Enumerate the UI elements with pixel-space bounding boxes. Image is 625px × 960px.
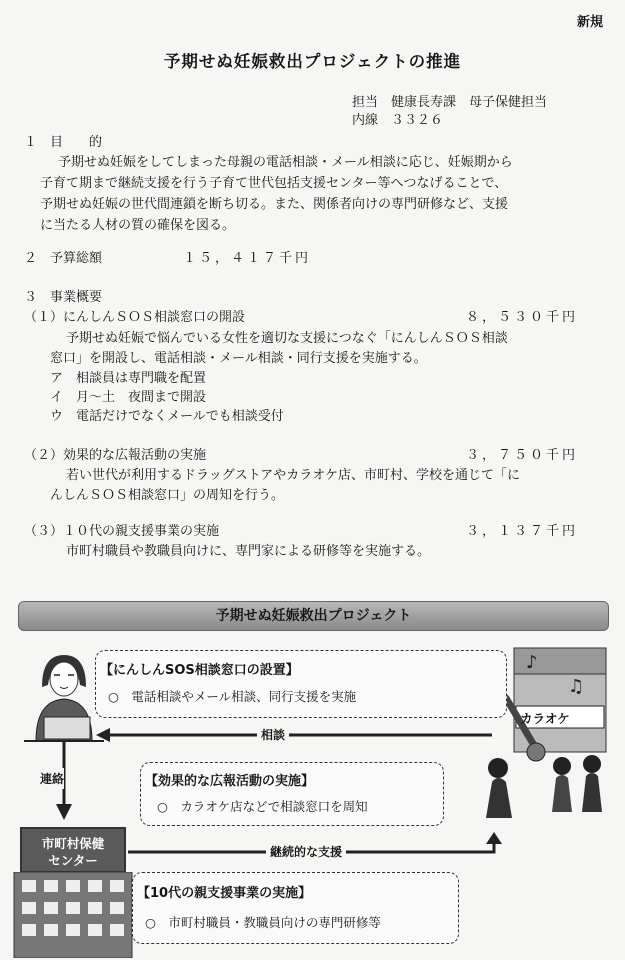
building-icon bbox=[12, 872, 136, 958]
section-purpose-heading: １ 目 的 bbox=[24, 135, 103, 150]
item1-point: イ 月～土 夜間まで開設 bbox=[50, 390, 207, 405]
budget-total-amount: １５，４１７千円 bbox=[183, 251, 312, 266]
purpose-text bbox=[58, 152, 513, 173]
section-budget-heading: ２ 予算総額 bbox=[24, 251, 103, 266]
karaoke-sign: カラオケ bbox=[520, 711, 570, 726]
support-label: 継続的な支援 bbox=[266, 843, 346, 860]
purpose-line: 予期せぬ妊娠の世代間連鎖を断ち切る。また、関係者向けの専門研修など、支援 bbox=[40, 197, 509, 212]
department-line: 担当 健康長寿課 母子保健担当 bbox=[352, 95, 548, 110]
center-line: センター bbox=[48, 853, 98, 868]
item1-line: 予期せぬ妊娠で悩んでいる女性を適切な支援につなぐ「にんしんＳＯＳ相談 bbox=[66, 331, 508, 346]
box3-content: ○ 市町村職員・教職員向けの専門研修等 bbox=[145, 915, 381, 930]
box-sos-consultation bbox=[95, 650, 507, 718]
extension-line: 内線 ３３２６ bbox=[352, 113, 444, 128]
item2-amount: ３，７５０千円 bbox=[466, 448, 579, 463]
svg-text:♪: ♪ bbox=[526, 652, 538, 673]
purpose-line: 子育て期まで継続支援を行う子育て世代包括支援センター等へつなげることで、 bbox=[40, 176, 508, 191]
item1-point: ア 相談員は専門職を配置 bbox=[50, 371, 207, 386]
item1-point: ウ 電話だけでなくメールでも相談受付 bbox=[50, 409, 284, 424]
health-center-label bbox=[20, 827, 126, 873]
item2-line: んしんＳＯＳ相談窓口」の周知を行う。 bbox=[50, 488, 285, 503]
purpose-line: 予期せぬ妊娠をしてしまった母親の電話相談・メール相談に応じ、妊娠期から bbox=[58, 155, 513, 170]
box1-heading: 【にんしんSOS相談窓口の設置】 bbox=[100, 663, 299, 678]
item2-title: （２）効果的な広報活動の実施 bbox=[24, 448, 207, 463]
page-title: 予期せぬ妊娠救出プロジェクトの推進 bbox=[163, 52, 462, 71]
consult-arrow-icon bbox=[94, 726, 492, 744]
item3-amount: ３，１３７千円 bbox=[466, 524, 579, 539]
box2-heading: 【効果的な広報活動の実施】 bbox=[145, 774, 315, 789]
box-teen-parent-support bbox=[132, 872, 459, 944]
consult-label: 相談 bbox=[257, 726, 289, 743]
item2-line: 若い世代が利用するドラッグストアやカラオケ店、市町村、学校を通じて「に bbox=[66, 468, 520, 483]
center-line: 市町村保健 bbox=[41, 836, 105, 851]
section-overview-heading: ３ 事業概要 bbox=[24, 290, 103, 305]
item3-line: 市町村職員や教職員向けに、専門家による研修等を実施する。 bbox=[66, 544, 431, 559]
diagram-banner: 予期せぬ妊娠救出プロジェクト bbox=[18, 601, 609, 631]
purpose-text-rest bbox=[40, 173, 508, 236]
contact-label: 連絡 bbox=[40, 768, 64, 789]
department-info bbox=[352, 94, 547, 130]
purpose-line: に当たる人材の質の確保を図る。 bbox=[40, 218, 236, 233]
item3-title: （３）１０代の親支援事業の実施 bbox=[24, 524, 220, 539]
box1-content: ○ 電話相談やメール相談、同行支援を実施 bbox=[108, 689, 357, 704]
box-publicity bbox=[140, 762, 444, 826]
box2-content: ○ カラオケ店などで相談窓口を周知 bbox=[157, 799, 368, 814]
item1-line: 窓口」を開設し、電話相談・メール相談・同行支援を実施する。 bbox=[50, 351, 427, 366]
item1-amount: ８，５３０千円 bbox=[466, 310, 579, 325]
new-badge: 新規 bbox=[576, 15, 603, 30]
box3-heading: 【10代の親支援事業の実施】 bbox=[137, 886, 312, 901]
svg-text:♫: ♫ bbox=[568, 676, 585, 697]
item1-title: （１）にんしんＳＯＳ相談窓口の開設 bbox=[24, 310, 246, 325]
